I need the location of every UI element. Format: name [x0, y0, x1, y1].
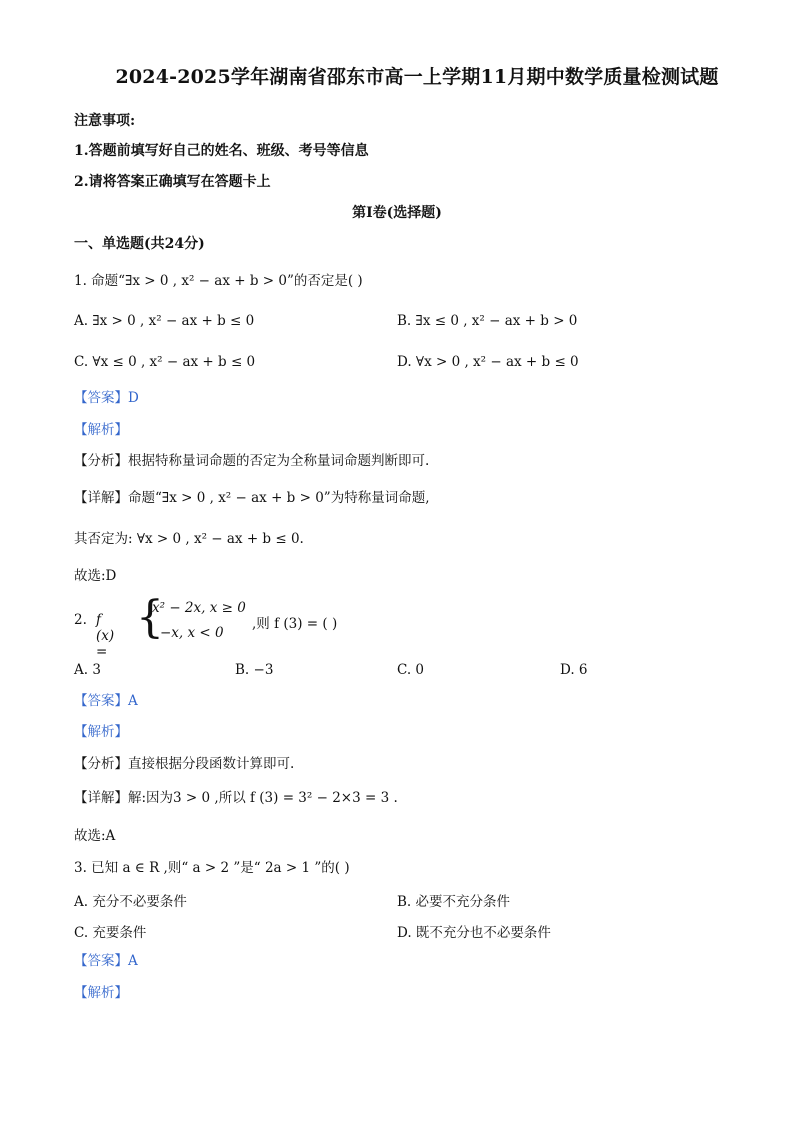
- q3-analysis-label: 【解析】: [74, 985, 128, 1001]
- q1-stem: 1. 命题“∃x > 0 , x² − ax + b > 0”的否定是( ): [74, 273, 363, 289]
- notice-heading: 注意事项:: [74, 113, 136, 129]
- q1-option-c: C. ∀x ≤ 0 , x² − ax + b ≤ 0: [74, 354, 256, 370]
- q2-choice: 故选:A: [74, 828, 116, 844]
- q1-choice: 故选:D: [74, 568, 117, 584]
- q2-function: f (x) =: [96, 612, 115, 660]
- q2-option-d: D. 6: [560, 662, 588, 678]
- q3-option-a: A. 充分不必要条件: [74, 894, 187, 910]
- q2-case-1: x² − 2x, x ≥ 0: [152, 600, 246, 616]
- notice-item-2: 2.请将答案正确填写在答题卡上: [74, 174, 271, 190]
- q2-answer: 【答案】A: [74, 693, 138, 709]
- q2-number: 2.: [74, 612, 87, 628]
- q2-analysis-label: 【解析】: [74, 724, 128, 740]
- q2-option-b: B. −3: [235, 662, 274, 678]
- q1-detail: 【详解】命题“∃x > 0 , x² − ax + b > 0”为特称量词命题,: [74, 490, 430, 506]
- q3-option-c: C. 充要条件: [74, 925, 147, 941]
- q2-question: ,则 f (3) = ( ): [252, 616, 338, 632]
- q2-fenxi: 【分析】直接根据分段函数计算即可.: [74, 756, 295, 772]
- q1-fenxi: 【分析】根据特称量词命题的否定为全称量词命题判断即可.: [74, 453, 430, 469]
- q1-negation: 其否定为: ∀x > 0 , x² − ax + b ≤ 0.: [74, 531, 304, 547]
- q3-option-d: D. 既不充分也不必要条件: [397, 925, 551, 941]
- q3-option-b: B. 必要不充分条件: [397, 894, 511, 910]
- q3-stem: 3. 已知 a ∈ R ,则“ a > 2 ”是“ 2a > 1 ”的( ): [74, 860, 350, 876]
- notice-item-1: 1.答题前填写好自己的姓名、班级、考号等信息: [74, 143, 369, 159]
- section-title: 一、单选题(共24分): [74, 236, 205, 252]
- q2-option-a: A. 3: [74, 662, 101, 678]
- q3-answer: 【答案】A: [74, 953, 138, 969]
- q1-option-a: A. ∃x > 0 , x² − ax + b ≤ 0: [74, 313, 255, 329]
- q1-option-d: D. ∀x > 0 , x² − ax + b ≤ 0: [397, 354, 579, 370]
- q2-option-c: C. 0: [397, 662, 425, 678]
- left-brace-icon: {: [136, 592, 164, 643]
- q2-case-2: −x, x < 0: [160, 625, 224, 641]
- q1-answer: 【答案】D: [74, 390, 139, 406]
- volume-title: 第I卷(选择题): [352, 205, 442, 221]
- q2-detail: 【详解】解:因为3 > 0 ,所以 f (3) = 3² − 2×3 = 3 .: [74, 790, 398, 806]
- q1-option-b: B. ∃x ≤ 0 , x² − ax + b > 0: [397, 313, 578, 329]
- q1-analysis-label: 【解析】: [74, 422, 128, 438]
- page-title: 2024-2025学年湖南省邵东市高一上学期11月期中数学质量检测试题: [115, 66, 719, 88]
